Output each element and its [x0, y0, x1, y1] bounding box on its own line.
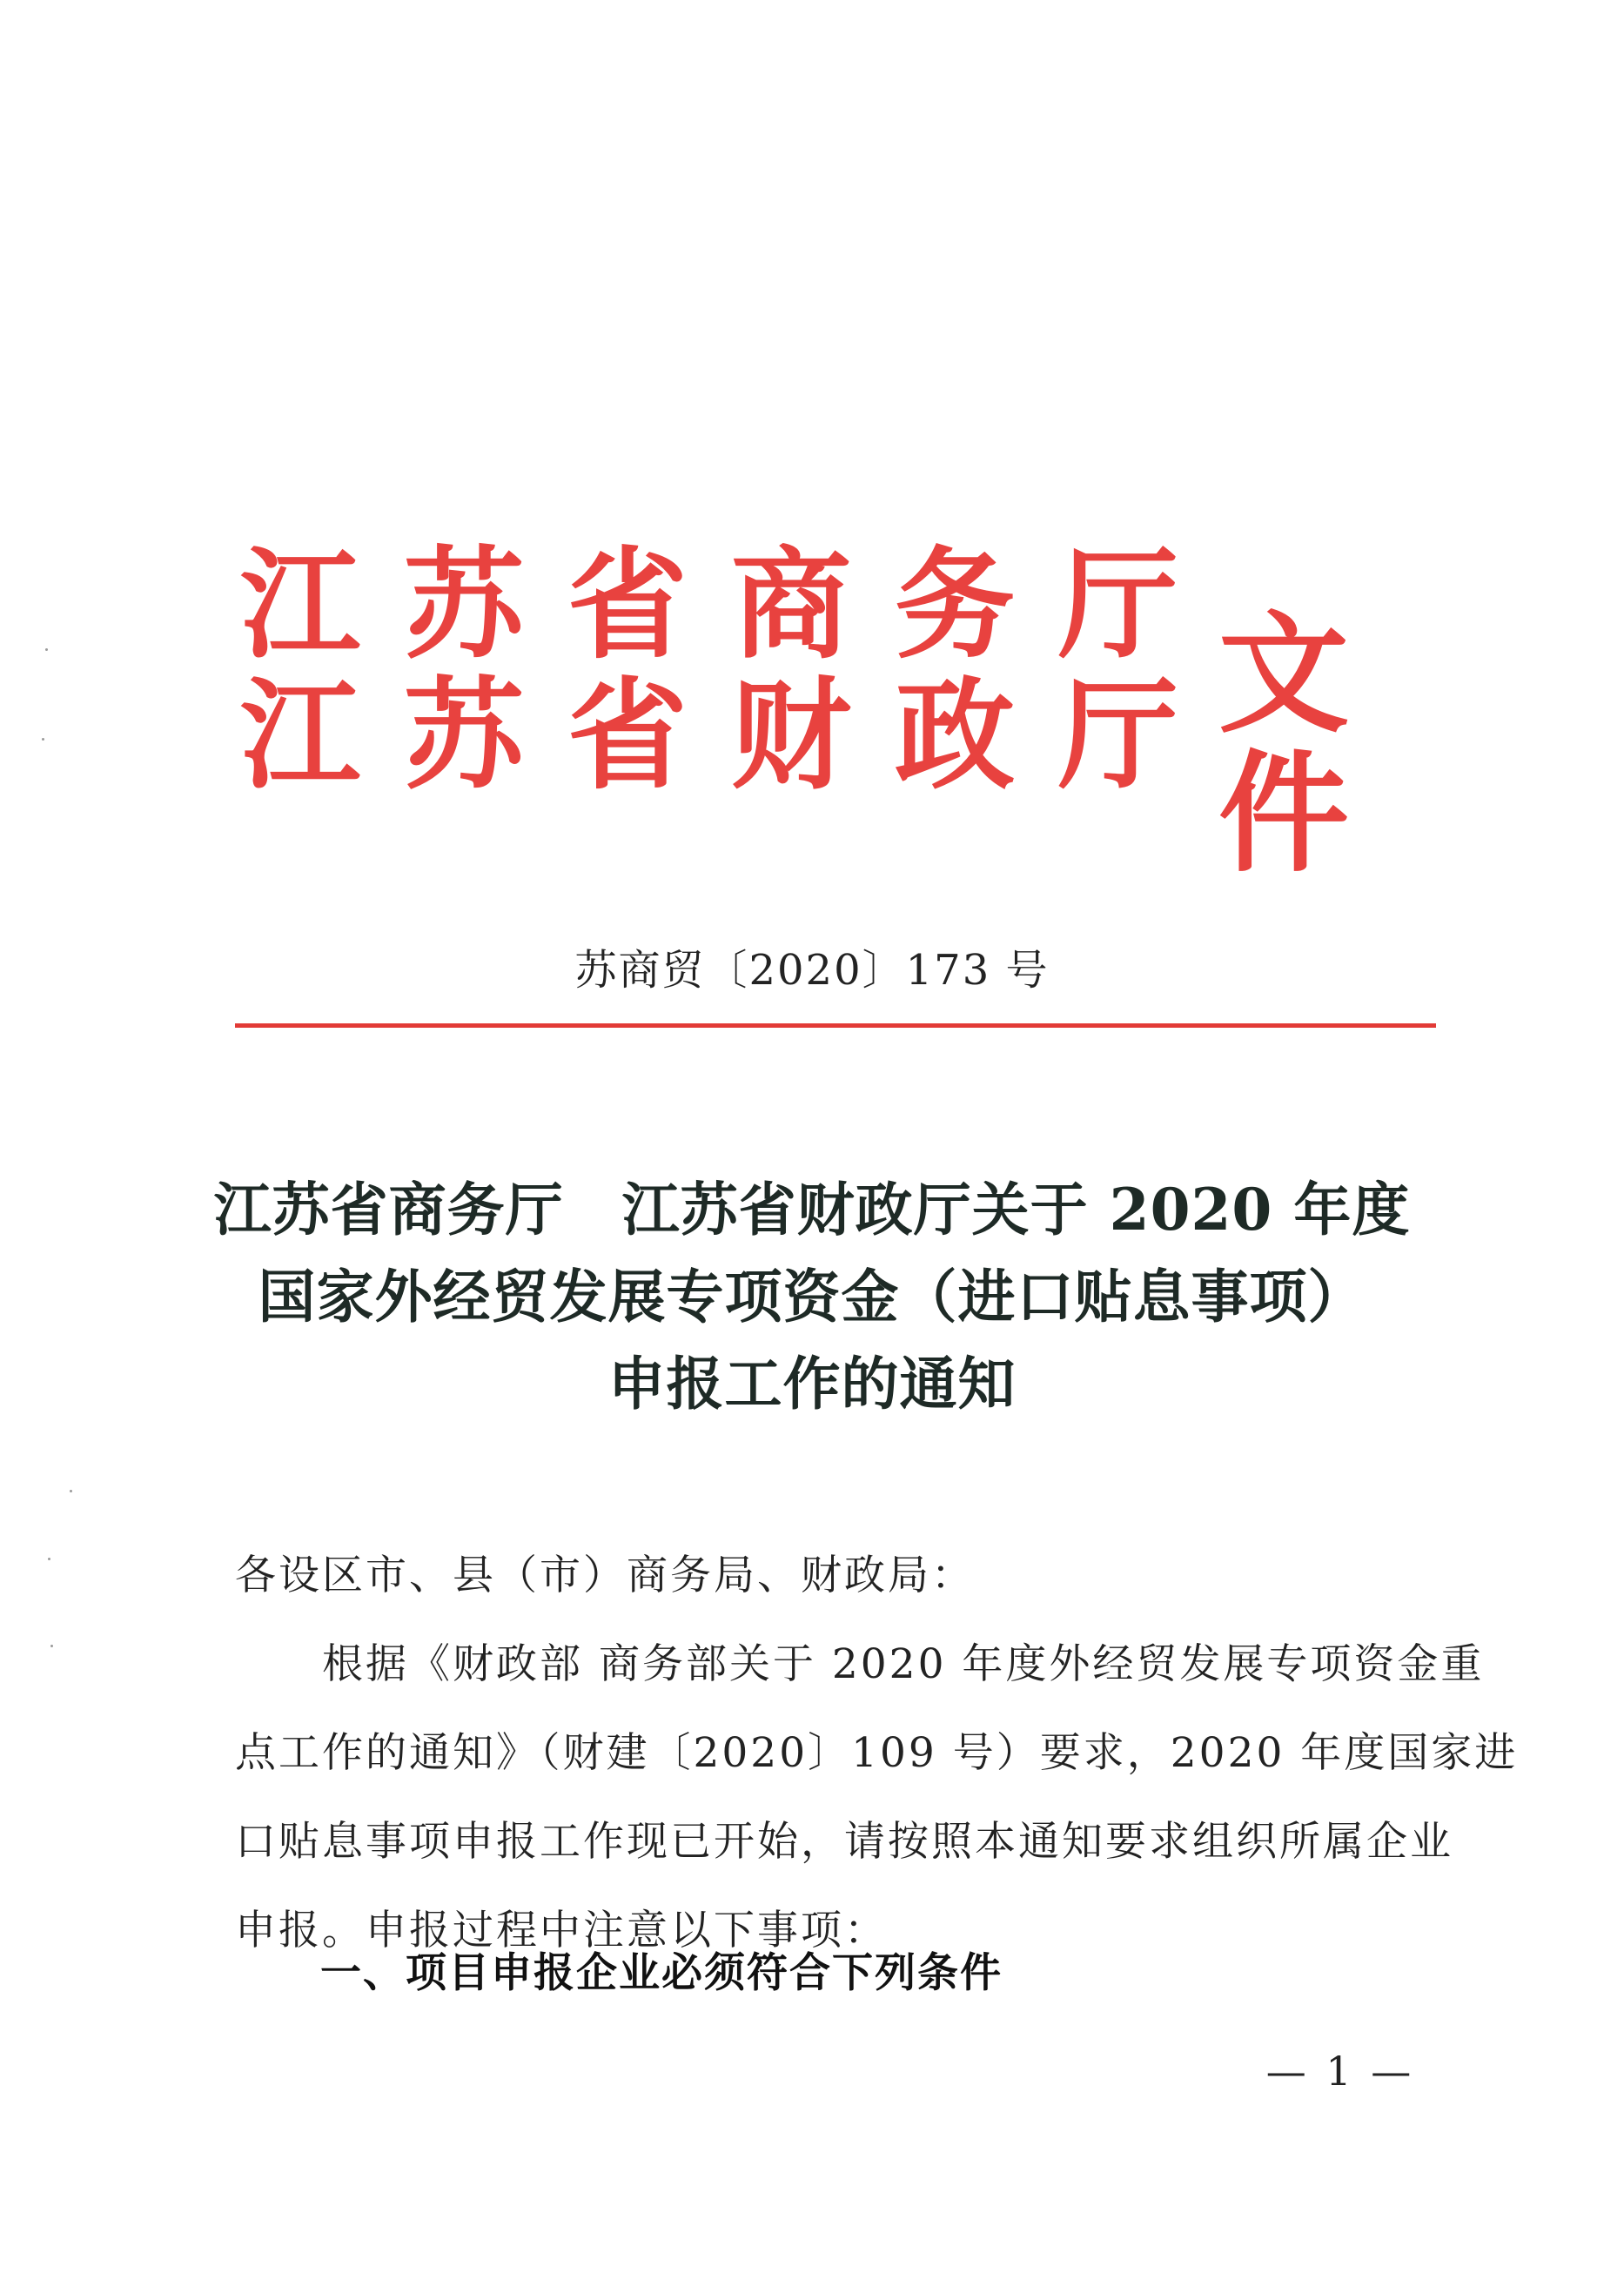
title-line-2: 国家外经贸发展专项资金（进口贴息事项）	[258, 1263, 1366, 1331]
masthead	[235, 533, 1471, 890]
scan-speck	[50, 1645, 53, 1647]
masthead-char: 省	[567, 664, 688, 806]
masthead-char: 省	[567, 533, 688, 675]
masthead-char: 厅	[1057, 533, 1178, 675]
section-heading: 一、项目申报企业必须符合下列条件	[320, 1949, 1003, 1997]
salutation: 各设区市、县（市）商务局、财政局：	[235, 1552, 975, 1599]
scan-speck	[45, 648, 48, 651]
paragraph-line: 根据《财政部 商务部关于 2020 年度外经贸发展专项资金重	[322, 1640, 1485, 1688]
masthead-char: 政	[894, 664, 1015, 806]
document-title	[0, 1166, 1624, 1427]
masthead-char: 江	[239, 533, 360, 675]
masthead-char: 厅	[1057, 664, 1178, 806]
masthead-char: 务	[894, 533, 1015, 675]
masthead-char: 苏	[403, 533, 524, 675]
masthead-char: 商	[730, 533, 851, 675]
masthead-line-1	[235, 533, 1184, 675]
title-line-1: 江苏省商务厅 江苏省财政厅关于 2020 年度	[213, 1176, 1411, 1244]
page-number: — 1 —	[1265, 2048, 1415, 2095]
red-divider-line	[235, 1023, 1436, 1028]
masthead-char: 苏	[403, 664, 524, 806]
masthead-suffix: 文件	[1218, 598, 1353, 890]
paragraph-line: 口贴息事项申报工作现已开始，请按照本通知要求组织所属企业	[235, 1818, 1453, 1866]
scan-speck	[42, 738, 44, 741]
body-text	[235, 1532, 1519, 1975]
paragraph-line: 申报。申报过程中注意以下事项：	[235, 1907, 888, 1954]
paragraph-line: 点工作的通知》（财建〔2020〕109 号）要求，2020 年度国家进	[235, 1729, 1519, 1777]
masthead-char: 财	[730, 664, 851, 806]
scan-speck	[70, 1490, 72, 1492]
title-line-3: 申报工作的通知	[607, 1350, 1017, 1418]
masthead-char: 江	[239, 664, 360, 806]
document-number: 苏商贸〔2020〕173 号	[574, 946, 1050, 995]
masthead-line-2	[235, 664, 1184, 806]
scan-speck	[48, 1558, 50, 1560]
